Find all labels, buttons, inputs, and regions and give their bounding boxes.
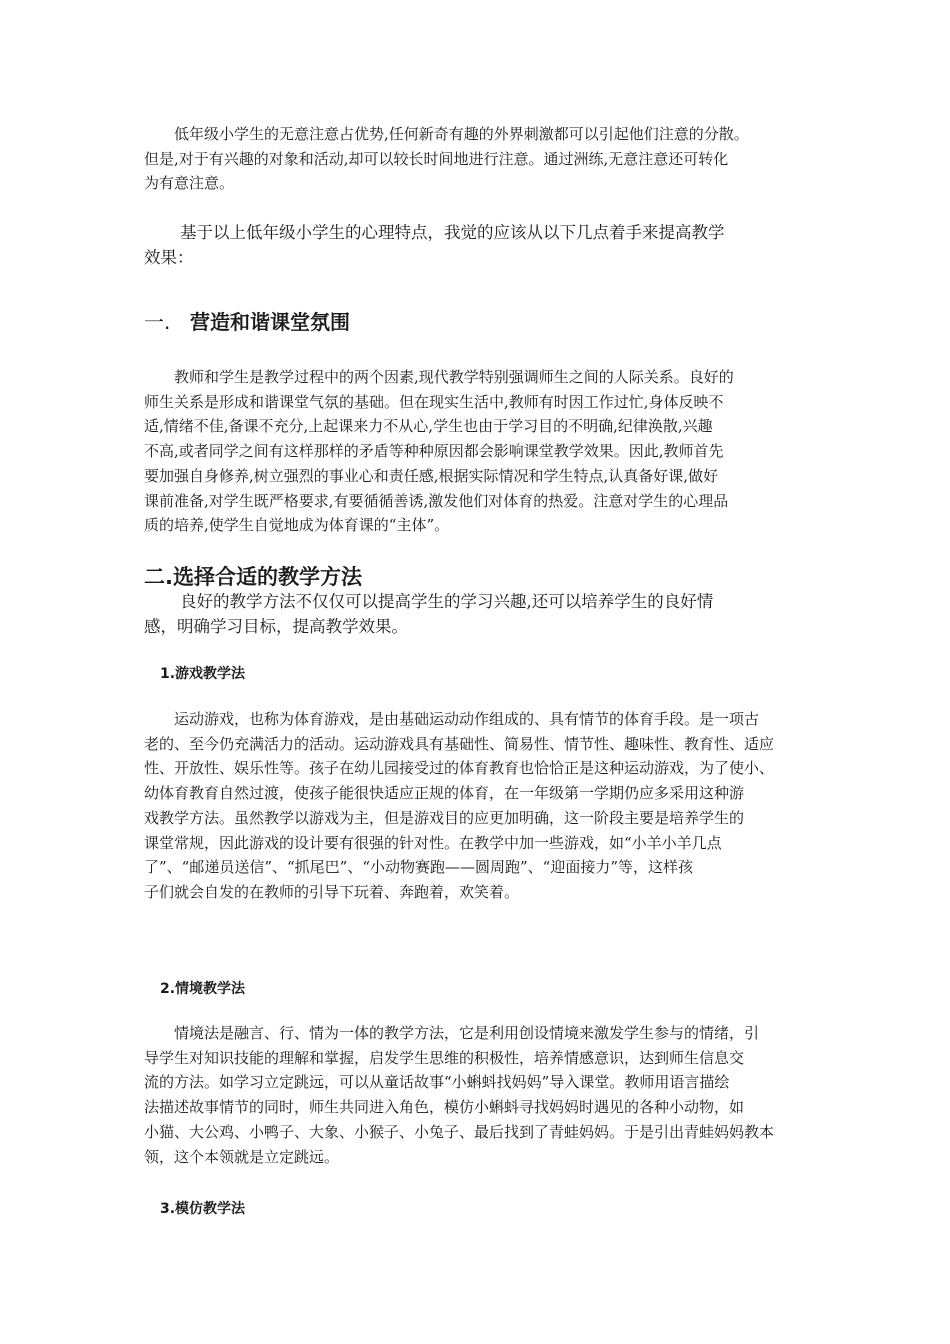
text-line: 子们就会自发的在教师的引导下玩着、奔跑着，欢笑着。 (144, 882, 520, 901)
text-line: 为有意注意。 (144, 174, 235, 193)
intro-paragraph-2 (144, 220, 816, 270)
text-line: 法描述故事情节的同时，师生共同进入角色，模仿小蝌蚪寻找妈妈时遇见的各种小动物，如 (144, 1098, 745, 1117)
section-1-paragraph (144, 365, 816, 538)
text-line: 领，这个本领就是立定跳远。 (144, 1147, 340, 1166)
text-line: 感，明确学习目标，提高教学效果。 (144, 617, 408, 636)
text-line: 流的方法。如学习立定跳远，可以从童话故事“小蝌蚪找妈妈”导入课堂。教师用语言描绘 (144, 1073, 730, 1092)
text-line: 导学生对知识技能的理解和掌握，启发学生思维的积极性，培养情感意识，达到师生信息交 (144, 1048, 745, 1067)
text-line: 戏教学方法。虽然教学以游戏为主，但是游戏目的应更加明确，这一阶段主要是培养学生的 (144, 808, 745, 827)
text-line: 效果： (144, 248, 194, 267)
subsection-1-heading: 1.游戏教学法 (160, 666, 246, 682)
text-line: 教师和学生是教学过程中的两个因素,现代教学特别强调师生之间的人际关系。良好的 (174, 368, 734, 386)
text-line: 小猫、大公鸡、小鸭子、大象、小猴子、小兔子、最后找到了青蛙妈妈。于是引出青蛙妈妈教本 (144, 1122, 775, 1141)
text-line: 但是,对于有兴趣的对象和活动,却可以较长时间地进行注意。通过洲练,无意注意还可转化 (144, 149, 729, 168)
text-line: 质的培养,使学生自觉地成为体育课的“主体”。 (144, 516, 450, 535)
text-line: 要加强自身修养,树立强烈的事业心和责任感,根据实际情况和学生特点,认真备好课,做好 (144, 466, 719, 485)
text-line: 基于以上低年级小学生的心理特点，我觉的应该从以下几点着手来提高教学 (180, 223, 725, 242)
subsection-1-paragraph (144, 707, 816, 905)
text-line: 良好的教学方法不仅仅可以提高学生的学习兴趣,还可以培养学生的良好情 (180, 592, 714, 611)
section-2-paragraph (144, 589, 816, 639)
text-line: 不高,或者同学之间有这样那样的矛盾等种种原因都会影响课堂教学效果。因此,教师首先 (144, 442, 724, 461)
section-1-title: 营造和谐课堂氛围 (190, 310, 350, 334)
text-line: 低年级小学生的无意注意占优势,任何新奇有趣的外界刺激都可以引起他们注意的分散。 (174, 125, 749, 143)
subsection-3-heading: 3.模仿教学法 (160, 1201, 246, 1217)
text-line: 运动游戏，也称为体育游戏，是由基础运动动作组成的、具有情节的体育手段。是一项古 (174, 710, 760, 728)
text-line: 了”、“邮递员送信”、“抓尾巴”、“小动物赛跑——圆周跑”、“迎面接力”等，这样孩 (144, 858, 694, 877)
text-line: 性、开放性、娱乐性等。孩子在幼儿园接受过的体育教育也恰恰正是这种运动游戏，为了使小、 (144, 759, 775, 778)
subsection-2-heading: 2.情境教学法 (160, 981, 246, 997)
text-line: 课堂常规，因此游戏的设计要有很强的针对性。在教学中加一些游戏，如“小羊小羊几点 (144, 833, 722, 852)
text-line: 老的、至今仍充满活力的活动。运动游戏具有基础性、简易性、情节性、趣味性、教育性、适应 (144, 734, 775, 753)
text-line: 师生关系是形成和谐课堂气氛的基础。但在现实生活中,教师有时因工作过忙,身体反映不 (144, 392, 724, 411)
text-line: 情境法是融言、行、情为一体的教学方法，它是利用创设情境来激发学生参与的情绪，引 (174, 1024, 760, 1042)
text-line: 适,情绪不佳,备课不充分,上起课来力不从心,学生也由于学习目的不明确,纪律涣散,兴趣 (144, 417, 713, 436)
section-2-heading: 二.选择合适的教学方法 (144, 565, 362, 589)
section-1-number: 一. (144, 310, 171, 334)
text-line: 课前准备,对学生既严格要求,有要循循善诱,激发他们对体育的热爱。注意对学生的心理品 (144, 491, 729, 510)
text-line: 幼体育教育自然过渡，使孩子能很快适应正规的体育，在一年级第一学期仍应多采用这种游 (144, 784, 745, 803)
subsection-2-paragraph (144, 1021, 816, 1169)
intro-paragraph-1 (144, 122, 816, 196)
section-1-heading (144, 306, 350, 335)
